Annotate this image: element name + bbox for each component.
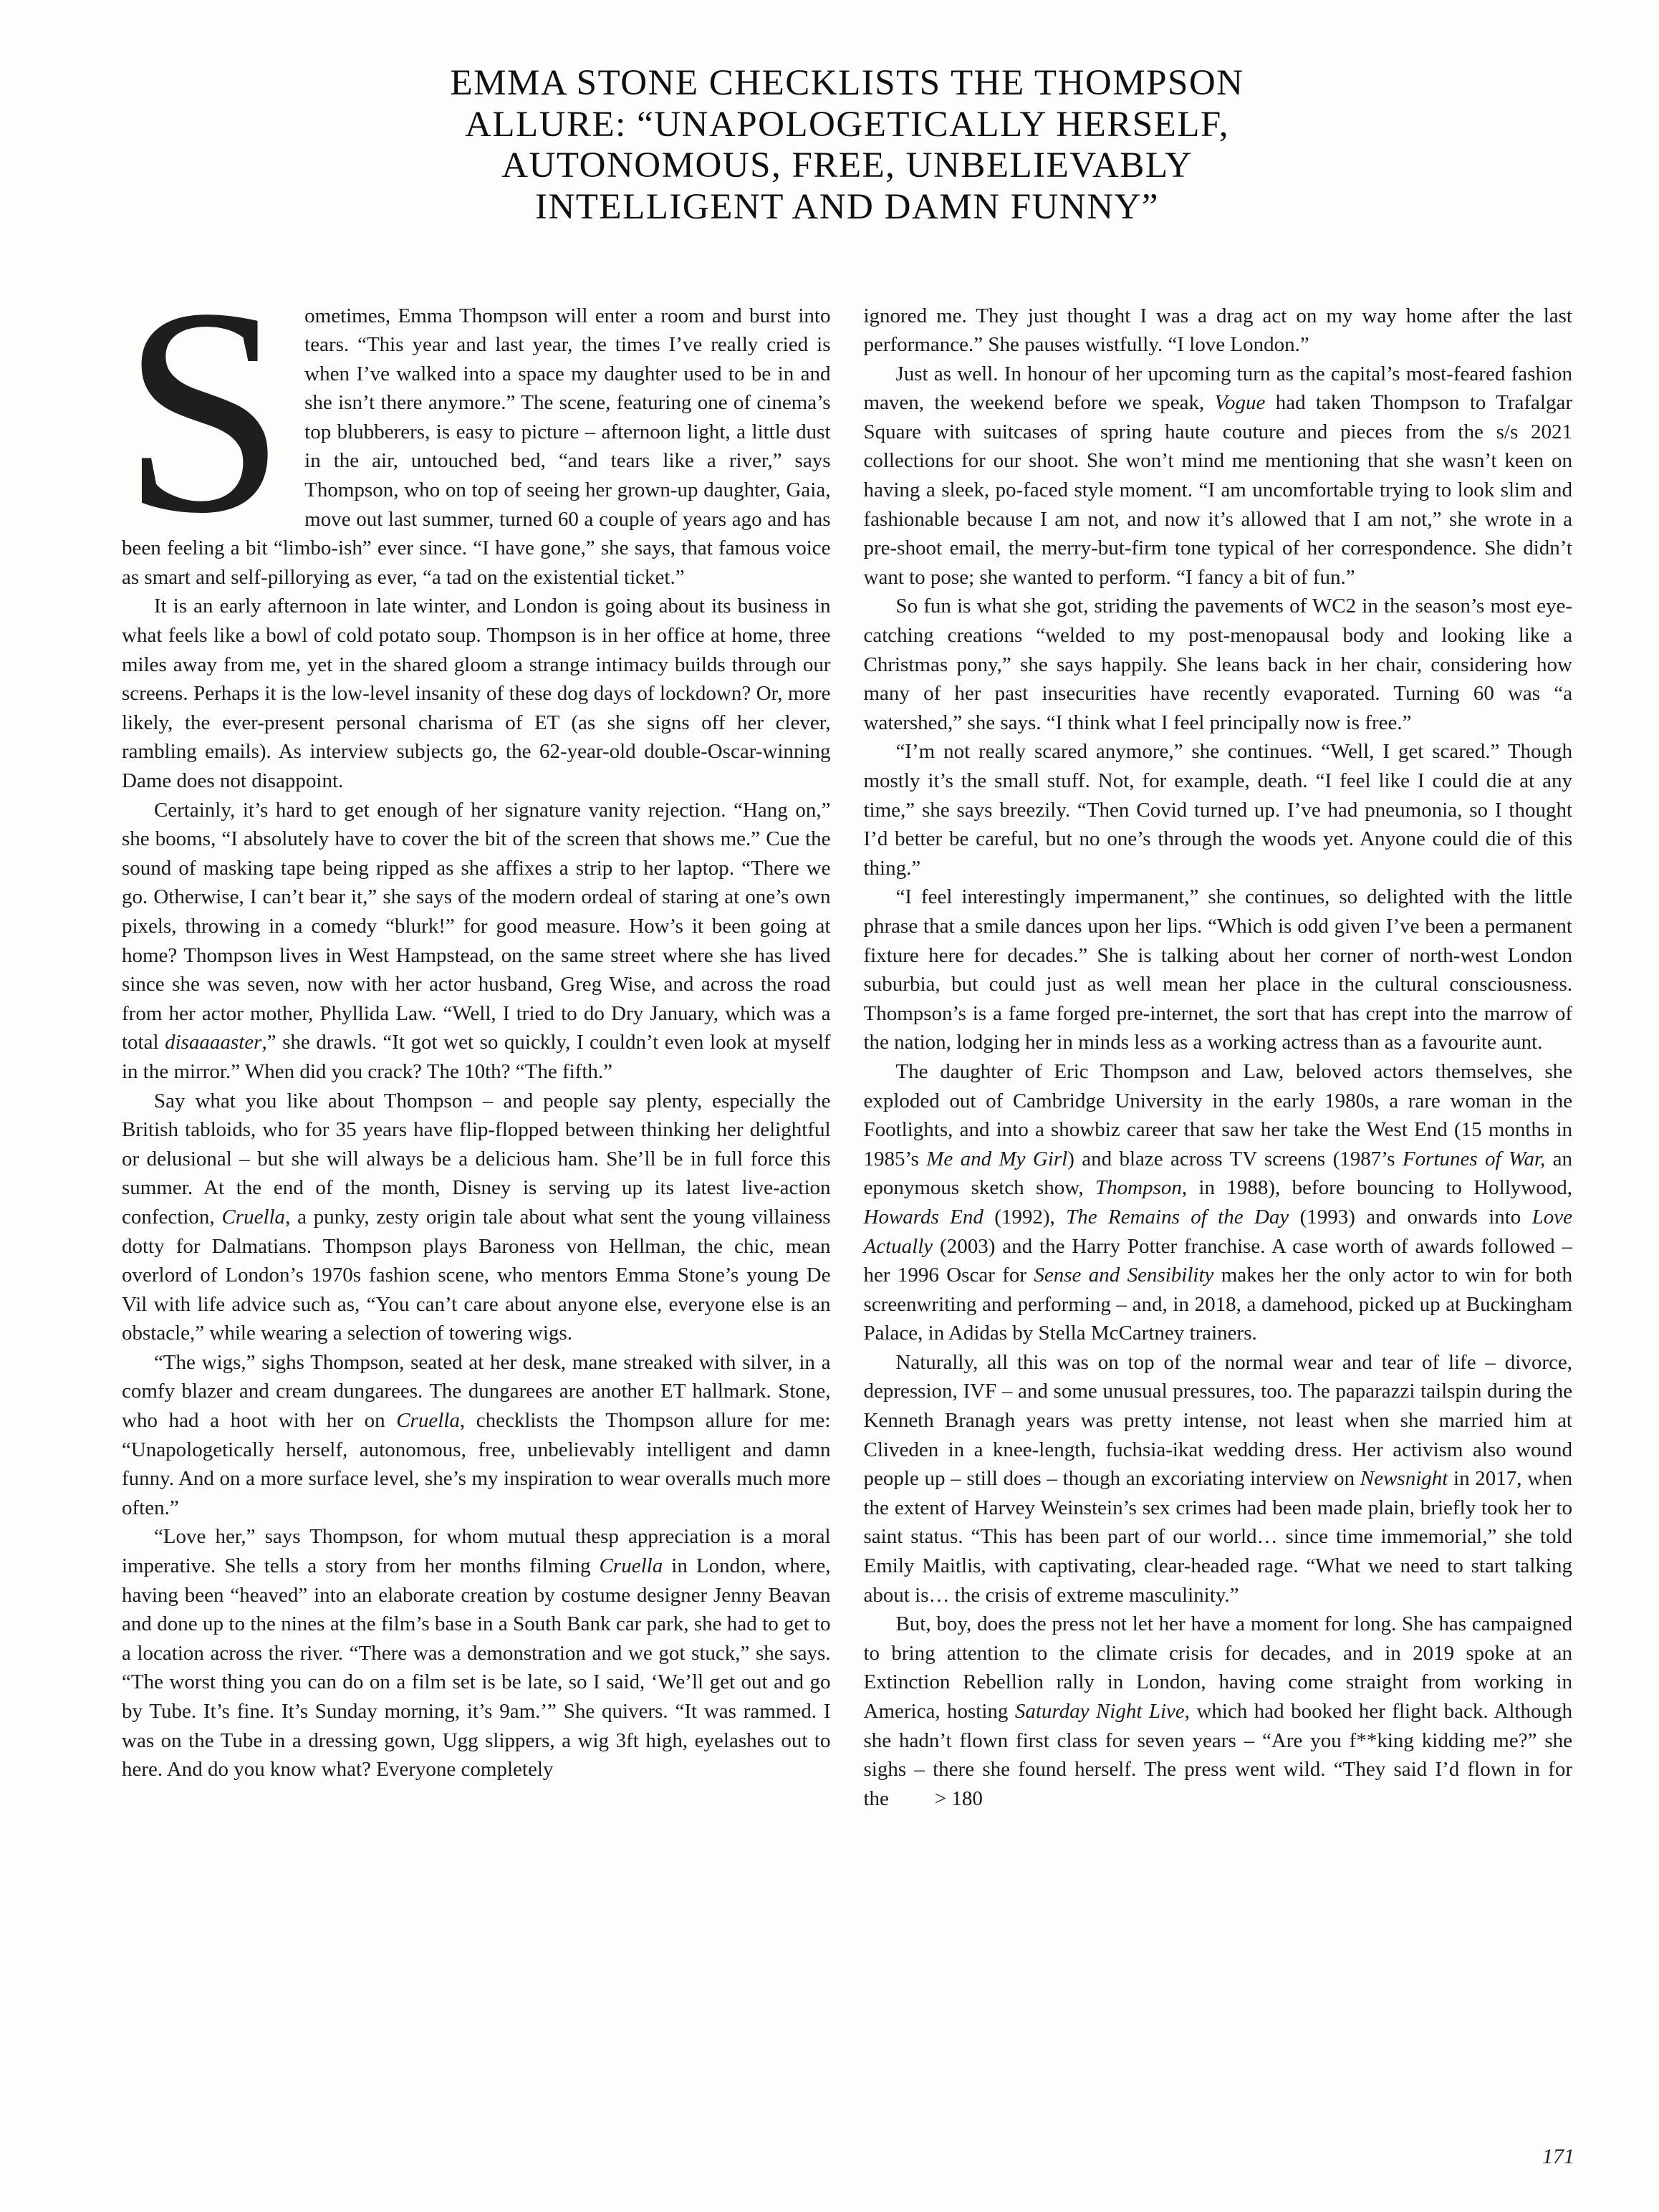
italic-text: Newsnight	[1360, 1467, 1448, 1491]
continuation-marker: > 180	[934, 1787, 983, 1810]
paragraph: “The wigs,” sighs Thompson, seated at her desk, mane streaked with silver, in a comfy blazer and cream dungarees. The dungarees are another ET hallmark. Stone, who had a hoot with her on Cruella, checklists the Thompson allure for me: “Unapologetically herself, autonomous, free, unbelievably intelligent and damn funny. And on a more surface level, she’s my inspiration to wear overalls much more often.”	[122, 1350, 831, 1519]
paragraph: It is an early afternoon in late winter, and London is going about its business in what feels like a bowl of cold potato soup. Thompson is in her office at home, three miles away from me, yet in the shared gloom a strange intimacy builds through our screens. Perhaps it is the low-level insanity of these dog days of lockdown? Or, more likely, the ever-present personal charisma of ET (as she signs off her clever, rambling emails). As interview subjects go, the 62-year-old double-Oscar-winning Dame does not disappoint.	[122, 595, 831, 792]
headline-line: EMMA STONE CHECKLISTS THE THOMPSON	[450, 63, 1244, 103]
paragraph: But, boy, does the press not let her have a moment for long. She has campaigned to bring attention to the climate crisis for decades, and in 2019 spoke at an Extinction Rebellion rally in London, having come straight from working in America, hosting Saturday Night Live, which had booked her flight back. Although she hadn’t flown first class for seven years – “Are you f**king kidding me?” she sighs – there she found herself. The press went wild. “They said I’d flown in for the > 180	[863, 1612, 1572, 1810]
headline-line: AUTONOMOUS, FREE, UNBELIEVABLY	[501, 145, 1193, 186]
paragraph: Certainly, it’s hard to get enough of her signature vanity rejection. “Hang on,” she booms, “I absolutely have to cover the bit of the screen that shows me.” Cue the sound of masking tape being ripped as she affixes a strip to her laptop. “There we go. Otherwise, I can’t bear it,” she says of the modern ordeal of staring at one’s own pixels, throwing in a comedy “blurk!” for good measure. How’s it been going at home? Thompson lives in West Hampstead, on the same street where she has lived since she was seven, now with her actor husband, Greg Wise, and across the road from her actor mother, Phyllida Law. “Well, I tried to do Dry January, which was a total disaaaaster,” she drawls. “It got wet so quickly, I couldn’t even look at myself in the mirror.” When did you crack? The 10th? “The fifth.”	[122, 798, 831, 1083]
italic-text: Saturday Night Live	[1014, 1700, 1185, 1723]
paragraph: ignored me. They just thought I was a drag act on my way home after the last performance.” She pauses wistfully. “I love London.”	[863, 304, 1572, 357]
italic-text: Cruella	[396, 1409, 460, 1433]
italic-text: disaaaaster	[165, 1031, 262, 1054]
column-right	[864, 302, 1573, 1814]
paragraph: Just as well. In honour of her upcoming turn as the capital’s most-feared fashion maven, the weekend before we speak, Vogue had taken Thompson to Trafalgar Square with suitcases of spring haute couture and pieces from the s/s 2021 collections for our shoot. She won’t mind me mentioning that she wasn’t keen on having a sleek, po-faced style moment. “I am uncomfortable trying to look slim and fashionable because I am not, and now it’s allowed that I am not,” she wrote in a pre-shoot email, the merry-but-firm tone typical of her correspondence. She didn’t want to pose; she wanted to perform. “I fancy a bit of fun.”	[863, 362, 1573, 589]
headline-line: INTELLIGENT AND DAMN FUNNY”	[534, 186, 1160, 227]
italic-text: Howards End	[863, 1205, 984, 1228]
paragraph: Say what you like about Thompson – and people say plenty, especially the British tabloids, who for 35 years have flip-flopped between thinking her delightful or delusional – but she will always be a delicious ham. She’ll be in full force this summer. At the end of the month, Disney is serving up its latest live-action confection, Cruella, a punky, zesty origin tale about what sent the young villainess dotty for Dalmatians. Thompson plays Baroness von Hellman, the chic, mean overlord of London’s 1970s fashion scene, who mentors Emma Stone’s young De Vil with life advice such as, “You can’t care about anyone else, everyone else is an obstacle,” while wearing a selection of towering wigs.	[122, 1089, 831, 1345]
italic-text: Sense and Sensibility	[1034, 1264, 1214, 1287]
italic-text: Love Actually	[863, 1205, 1572, 1258]
italic-text: Fortunes of War,	[1402, 1147, 1546, 1170]
page-number: 171	[1542, 2145, 1574, 2168]
column-left	[122, 247, 831, 1814]
paragraph: The daughter of Eric Thompson and Law, beloved actors themselves, she exploded out of Cambridge University in the early 1980s, a rare woman in the Footlights, and into a showbiz career that saw her take the West End (15 months in 1985’s Me and My Girl) and blaze across TV screens (1987’s Fortunes of War, an eponymous sketch show, Thompson, in 1988), before bouncing to Hollywood, Howards End (1992), The Remains of the Day (1993) and onwards into Love Actually (2003) and the Harry Potter franchise. A case worth of awards followed – her 1996 Oscar for Sense and Sensibility makes her the only actor to win for both screenwriting and performing – and, in 2018, a damehood, picked up at Buckingham Palace, in Adidas by Stella McCartney trainers.	[863, 1059, 1573, 1345]
italic-text: Cruella	[221, 1205, 286, 1228]
italic-text: Thompson	[1095, 1176, 1182, 1200]
paragraph: Naturally, all this was on top of the normal wear and tear of life – divorce, depression, IVF – and some unusual pressures, too. The paparazzi tailspin during the Kenneth Branagh years was pretty intense, not least when she married him at Cliveden in a knee-length, fuchsia-ikat wedding dress. Her activism also wound people up – still does – though an excoriating interview on Newsnight in 2017, when the extent of Harvey Weinstein’s sex crimes had been made plain, briefly took her to saint status. “This has been part of our world… since time immemorial,” she told Emily Maitlis, with captivating, clear-headed rage. “What we need to start talking about is… the crisis of extreme masculinity.”	[863, 1350, 1573, 1607]
paragraph: “I feel interestingly impermanent,” she continues, so delighted with the little phrase that a smile dances upon her lips. “Which is odd given I’ve been a permanent fixture here for decades.” She is talking about her corner of north-west London suburbia, but could just as well mean her place in the cultural consciousness. Thompson’s is a fame forged pre-internet, the sort that has crept into the marrow of the nation, lodging her in minds less as a working actress than as a favourite aunt.	[863, 885, 1572, 1054]
italic-text: Cruella	[599, 1554, 663, 1578]
paragraph: “Love her,” says Thompson, for whom mutual thesp appreciation is a moral imperative. She tells a story from her months filming Cruella in London, where, having been “heaved” into an elaborate creation by costume designer Jenny Beavan and done up to the nines at the film’s base in a South Bank car park, she had to get to a location across the river. “There was a demonstration and we got stuck,” she says. “The worst thing you can do on a film set is be late, so I said, ‘We’ll get out and go by Tube. It’s fine. It’s Sunday morning, it’s 9am.’” She quivers. “It was rammed. I was on the Tube in a dressing gown, Ugg slippers, a wig 3ft high, eyelashes out to here. And do you know what? Everyone completely	[122, 1525, 831, 1781]
paragraph: “I’m not really scared anymore,” she continues. “Well, I get scared.” Though mostly it’s the small stuff. Not, for example, death. “I feel like I could die at any time,” she says breezily. “Then Covid turned up. I’ve had pneumonia, so I thought I’d better be careful, but no one’s through the woods yet. Anyone could die of this thing.”	[863, 740, 1572, 880]
article-headline	[122, 63, 1572, 229]
italic-text: Me and My Girl	[926, 1147, 1068, 1170]
article-body	[122, 247, 1573, 1814]
drop-cap: S	[122, 247, 287, 574]
headline-line: ALLURE: “UNAPOLOGETICALLY HERSELF,	[465, 104, 1229, 145]
italic-text: Vogue	[1214, 391, 1266, 415]
italic-text: The Remains of the Day	[1066, 1205, 1289, 1228]
paragraph: Sometimes, Emma Thompson will enter a room and burst into tears. “This year and last year, the times I’ve really cried is when I’ve walked into a space my daughter used to be in and she isn’t there anymore.” The scene, featuring one of cinema’s top blubberers, is easy to picture – afternoon light, a little dust in the air, untouched bed, “and tears like a river,” says Thompson, who on top of seeing her grown-up daughter, Gaia, move out last summer, turned 60 a couple of years ago and has been feeling a bit “limbo-ish” ever since. “I have gone,” she says, that famous voice as smart and self-pillorying as ever, “a tad on the existential ticket.”	[122, 247, 831, 589]
paragraph: So fun is what she got, striding the pavements of WC2 in the season’s most eye-catching creations “welded to my post-menopausal body and looking like a Christmas pony,” she says happily. She leans back in her chair, considering how many of her past insecurities have recently evaporated. Turning 60 was “a watershed,” she says. “I think what I feel principally now is free.”	[863, 595, 1572, 734]
